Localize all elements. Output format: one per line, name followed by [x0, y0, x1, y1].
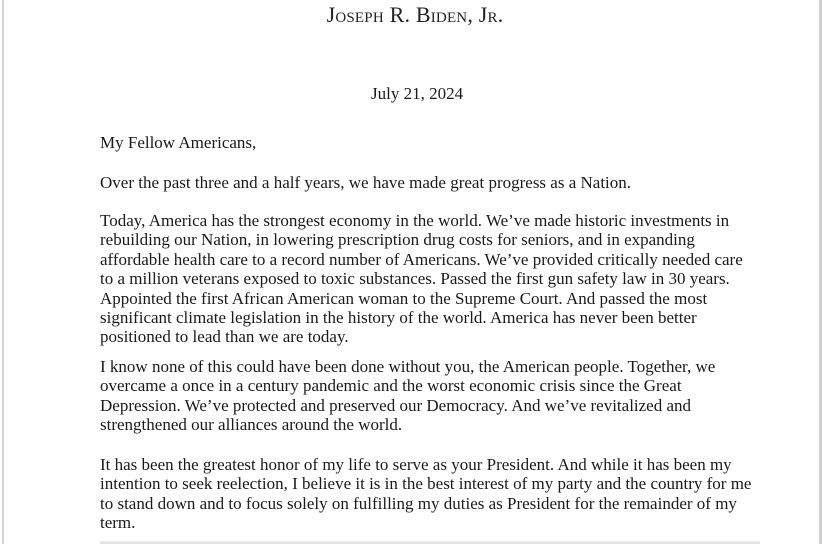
paragraph-gratitude — [100, 357, 820, 435]
paragraph-line: I know none of this could have been done without you, the American people. Together, we — [100, 357, 716, 376]
paragraph-line: to a million veterans exposed to toxic substances. Passed the first gun safety law in 30 years. — [100, 269, 730, 289]
page-border-left — [2, 0, 4, 544]
paragraph-line: Appointed the first African American woman to the Supreme Court. And passed the most — [100, 288, 708, 308]
letterhead-name: Joseph R. Biden, Jr. — [326, 2, 504, 27]
letter-date: July 21, 2024 — [371, 84, 464, 103]
paragraph-accomplishments — [100, 211, 820, 347]
paragraph-line: term. — [100, 513, 136, 533]
paragraph-line: rebuilding our Nation, in lowering prescription drug costs for seniors, and in expanding — [100, 230, 695, 250]
paragraph-line: positioned to lead than we are today. — [100, 327, 349, 347]
paragraph-progress — [100, 173, 820, 192]
paragraph-line: Over the past three and a half years, we have made great progress as a Nation. — [100, 173, 632, 192]
paragraph-line: significant climate legislation in the history of the world. America has never been better — [100, 308, 697, 328]
paragraph-line: affordable health care to a record number of Americans. We’ve provided critically needed care — [100, 249, 743, 269]
paragraph-line: Depression. We’ve protected and preserved our Democracy. And we’ve revitalized and — [100, 395, 692, 415]
paragraph-line: strengthened our alliances around the world. — [100, 415, 403, 435]
paragraph-line: intention to seek reelection, I believe it is in the best interest of my party and the country for me — [100, 474, 752, 494]
paragraph-line: overcame a once in a century pandemic and the worst economic crisis since the Great — [100, 376, 682, 396]
paragraph-decision — [100, 455, 820, 533]
paragraph-line: to stand down and to focus solely on fulfilling my duties as President for the remainder of my — [100, 493, 737, 513]
salutation: My Fellow Americans, — [100, 133, 257, 152]
paragraph-line: It has been the greatest honor of my life to serve as your President. And while it has been my — [100, 455, 732, 474]
paragraph-line: Today, America has the strongest economy in the world. We’ve made historic investments in — [100, 211, 730, 230]
